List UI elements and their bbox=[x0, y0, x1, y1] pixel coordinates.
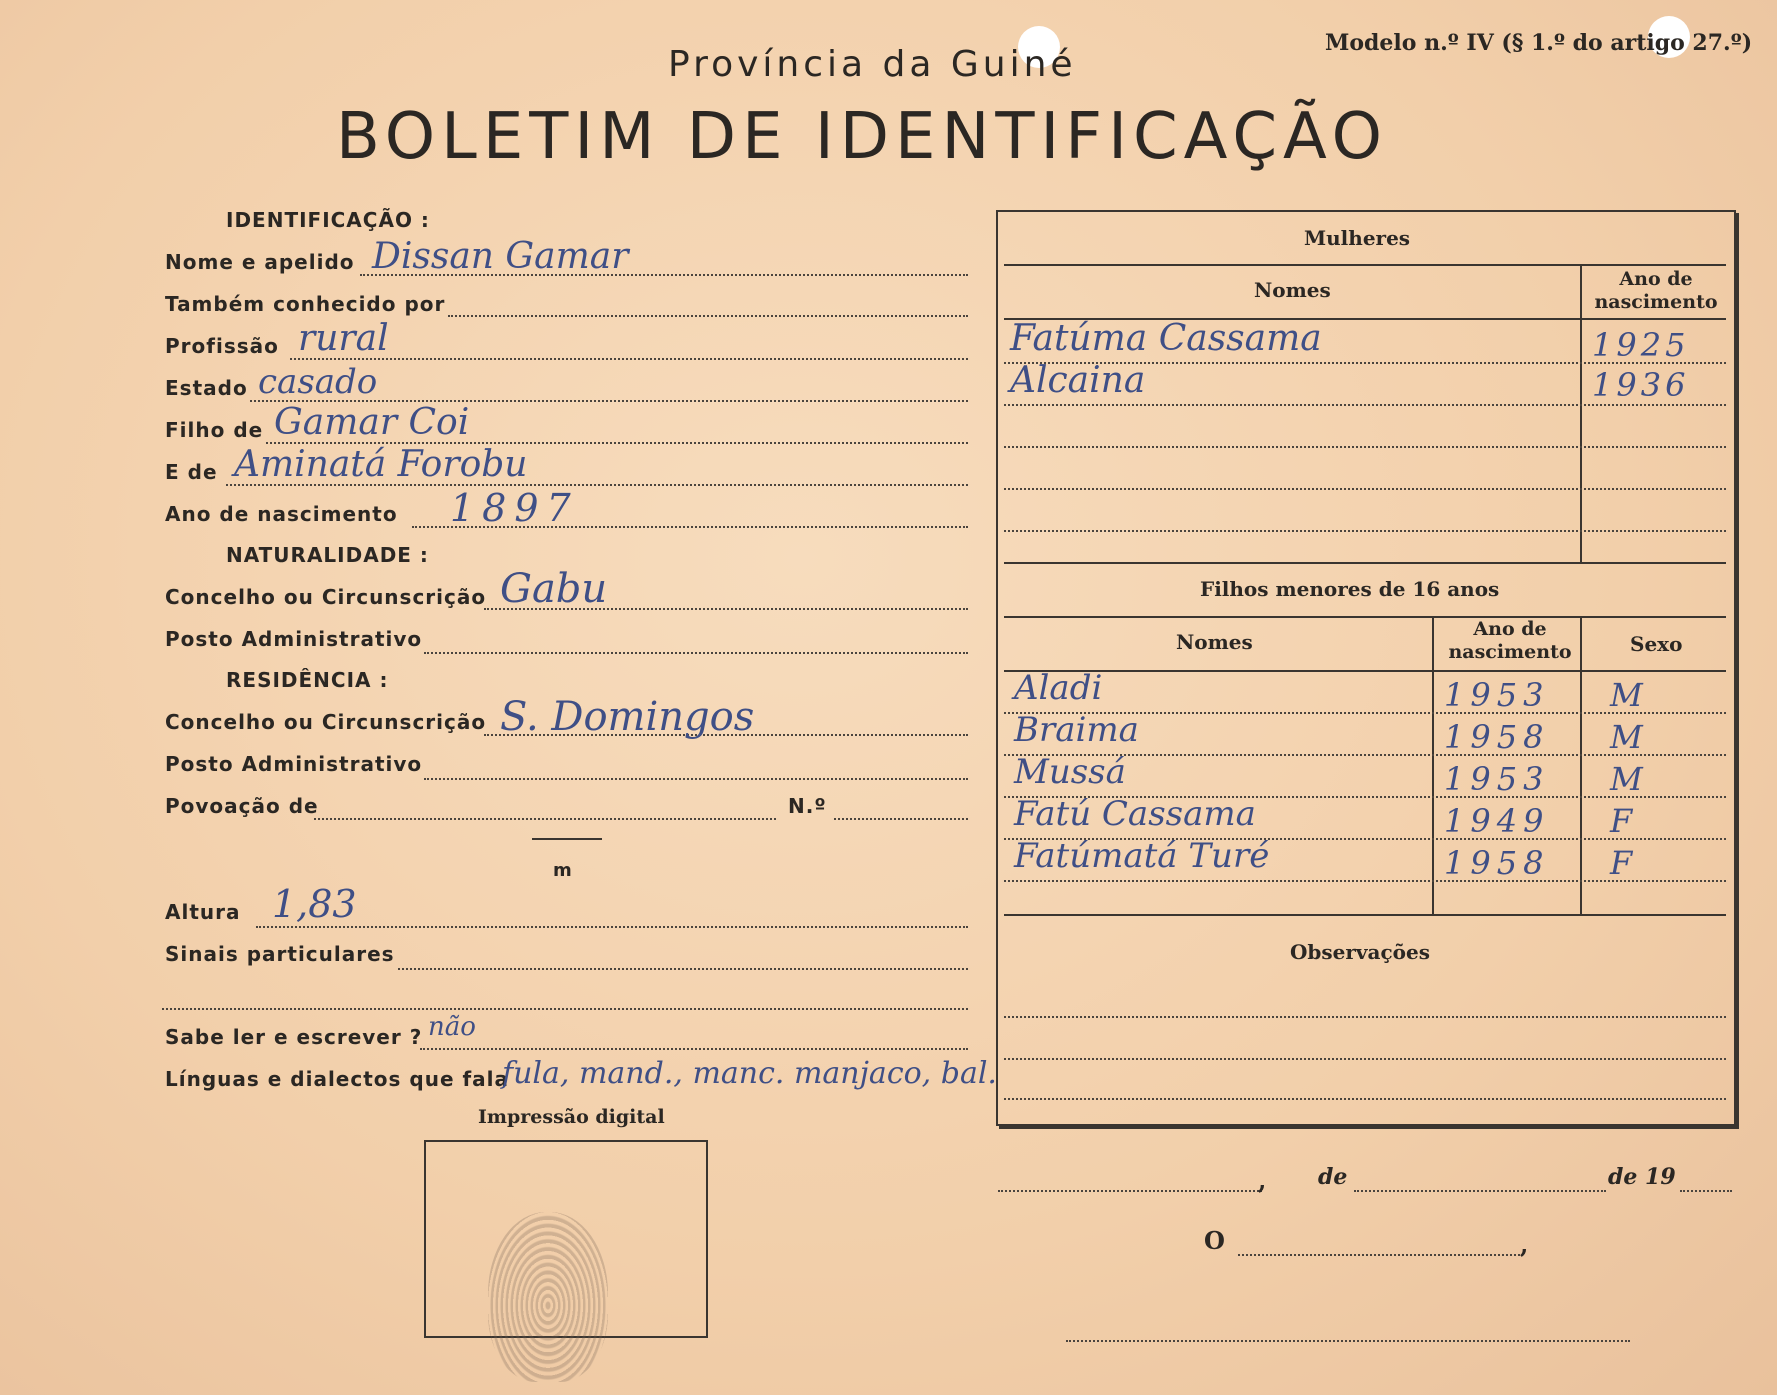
footer-official-line bbox=[1238, 1254, 1520, 1256]
mulheres-line-5 bbox=[1004, 530, 1726, 532]
linguas-label: Línguas e dialectos que fala bbox=[165, 1067, 510, 1091]
profissao-label: Profissão bbox=[165, 334, 279, 358]
nome-value: Dissan Gamar bbox=[372, 236, 629, 277]
filhos-bottom-rule bbox=[1004, 914, 1726, 916]
section-residencia: RESIDÊNCIA : bbox=[226, 668, 389, 692]
observacoes-line-1 bbox=[1004, 1016, 1726, 1018]
nat-posto-label: Posto Administrativo bbox=[165, 627, 423, 651]
fingerprint-box bbox=[424, 1140, 708, 1338]
sabe-value: não bbox=[428, 1012, 476, 1042]
sabe-line bbox=[420, 1048, 968, 1050]
mae-value: Aminatá Forobu bbox=[234, 444, 528, 485]
filho-ano: 1949 bbox=[1444, 802, 1550, 840]
linguas-value: fula, mand., manc. manjaco, bal. bbox=[502, 1056, 997, 1091]
res-posto-label: Posto Administrativo bbox=[165, 752, 423, 776]
numero-label: N.º bbox=[788, 794, 827, 818]
filho-sexo: F bbox=[1610, 802, 1633, 840]
footer-comma-2: , bbox=[1520, 1230, 1529, 1259]
filho-sexo: M bbox=[1610, 760, 1643, 798]
mulher-nome: Fatúma Cassama bbox=[1010, 318, 1322, 359]
document-title: BOLETIM DE IDENTIFICAÇÃO bbox=[336, 100, 1389, 174]
nat-posto-line bbox=[424, 652, 968, 654]
filhos-title-rule bbox=[1004, 616, 1726, 618]
measure-line bbox=[532, 838, 602, 840]
filho-value: Gamar Coi bbox=[274, 402, 470, 443]
mulheres-line-4 bbox=[1004, 488, 1726, 490]
impressao-label: Impressão digital bbox=[478, 1106, 665, 1128]
filho-nome: Braima bbox=[1014, 710, 1139, 750]
filhos-col-nomes: Nomes bbox=[1176, 630, 1253, 654]
filho-ano: 1958 bbox=[1444, 844, 1550, 882]
mulher-ano: 1936 bbox=[1592, 366, 1690, 404]
estado-value: casado bbox=[258, 362, 378, 402]
section-identificacao: IDENTIFICAÇÃO : bbox=[226, 208, 430, 232]
povoacao-label: Povoação de bbox=[165, 794, 319, 818]
povoacao-line bbox=[314, 818, 776, 820]
province-heading: Província da Guiné bbox=[668, 44, 1077, 85]
altura-value: 1,83 bbox=[272, 882, 357, 926]
filho-ano: 1958 bbox=[1444, 718, 1550, 756]
sinais-label: Sinais particulares bbox=[165, 942, 395, 966]
section-naturalidade: NATURALIDADE : bbox=[226, 543, 429, 567]
footer-month-line bbox=[1354, 1190, 1606, 1192]
conhecido-label: Também conhecido por bbox=[165, 292, 446, 316]
res-posto-line bbox=[424, 778, 968, 780]
filhos-col-ano: Ano de nascimento bbox=[1448, 618, 1572, 663]
filho-nome: Fatúmatá Turé bbox=[1014, 836, 1270, 876]
footer-comma: , bbox=[1258, 1166, 1267, 1195]
ano-nascimento-value: 1897 bbox=[450, 486, 579, 530]
observacoes-title: Observações bbox=[1290, 940, 1431, 964]
filho-sexo: M bbox=[1610, 718, 1643, 756]
nat-concelho-value: Gabu bbox=[500, 566, 608, 612]
mae-label: E de bbox=[165, 460, 218, 484]
res-concelho-value: S. Domingos bbox=[500, 694, 755, 740]
mulheres-col-divider bbox=[1580, 266, 1582, 562]
footer-place-line bbox=[998, 1190, 1262, 1192]
mulheres-title-rule bbox=[1004, 264, 1726, 266]
filho-ano: 1953 bbox=[1444, 760, 1550, 798]
filhos-col-sexo: Sexo bbox=[1630, 632, 1683, 656]
filhos-header-rule bbox=[1004, 670, 1726, 672]
mulheres-line-2 bbox=[1004, 404, 1726, 406]
mulheres-col-ano: Ano de nascimento bbox=[1594, 268, 1718, 313]
estado-label: Estado bbox=[165, 376, 248, 400]
filho-sexo: F bbox=[1610, 844, 1633, 882]
profissao-line bbox=[290, 358, 968, 360]
footer-o: O bbox=[1204, 1226, 1225, 1255]
sabe-label: Sabe ler e escrever ? bbox=[165, 1025, 423, 1049]
altura-label: Altura bbox=[165, 900, 241, 924]
ano-nascimento-label: Ano de nascimento bbox=[165, 502, 398, 526]
nome-label: Nome e apelido bbox=[165, 250, 355, 274]
filhos-title: Filhos menores de 16 anos bbox=[1200, 577, 1500, 601]
footer-de-2: de 19 bbox=[1608, 1164, 1676, 1190]
nat-concelho-label: Concelho ou Circunscrição bbox=[165, 585, 487, 609]
filho-nome: Fatú Cassama bbox=[1014, 794, 1256, 834]
altura-line bbox=[256, 926, 968, 928]
filho-nome: Aladi bbox=[1014, 668, 1103, 708]
mulheres-line-3 bbox=[1004, 446, 1726, 448]
model-reference: Modelo n.º IV (§ 1.º do artigo 27.º) bbox=[1325, 30, 1753, 56]
filhos-col-divider-1 bbox=[1432, 616, 1434, 914]
sinais-line-1 bbox=[398, 968, 968, 970]
footer-de-1: de bbox=[1318, 1164, 1348, 1190]
mulheres-bottom-rule bbox=[1004, 562, 1726, 564]
mulheres-col-nomes: Nomes bbox=[1254, 278, 1331, 302]
sinais-line-2 bbox=[162, 1008, 968, 1010]
mulher-ano: 1925 bbox=[1592, 326, 1690, 364]
meter-unit: m bbox=[553, 860, 573, 881]
footer-year-line bbox=[1680, 1190, 1732, 1192]
observacoes-line-3 bbox=[1004, 1098, 1726, 1100]
conhecido-line bbox=[448, 315, 968, 317]
filho-sexo: M bbox=[1610, 676, 1643, 714]
res-concelho-label: Concelho ou Circunscrição bbox=[165, 710, 487, 734]
numero-line bbox=[834, 818, 968, 820]
footer-signature-line bbox=[1066, 1340, 1630, 1342]
profissao-value: rural bbox=[298, 318, 389, 359]
filho-nome: Mussá bbox=[1014, 752, 1126, 792]
filho-label: Filho de bbox=[165, 418, 264, 442]
mulher-nome: Alcaina bbox=[1010, 360, 1146, 401]
mulheres-title: Mulheres bbox=[1304, 226, 1411, 250]
filhos-col-divider-2 bbox=[1580, 616, 1582, 914]
filho-ano: 1953 bbox=[1444, 676, 1550, 714]
fingerprint-mark bbox=[488, 1212, 608, 1382]
observacoes-line-2 bbox=[1004, 1058, 1726, 1060]
